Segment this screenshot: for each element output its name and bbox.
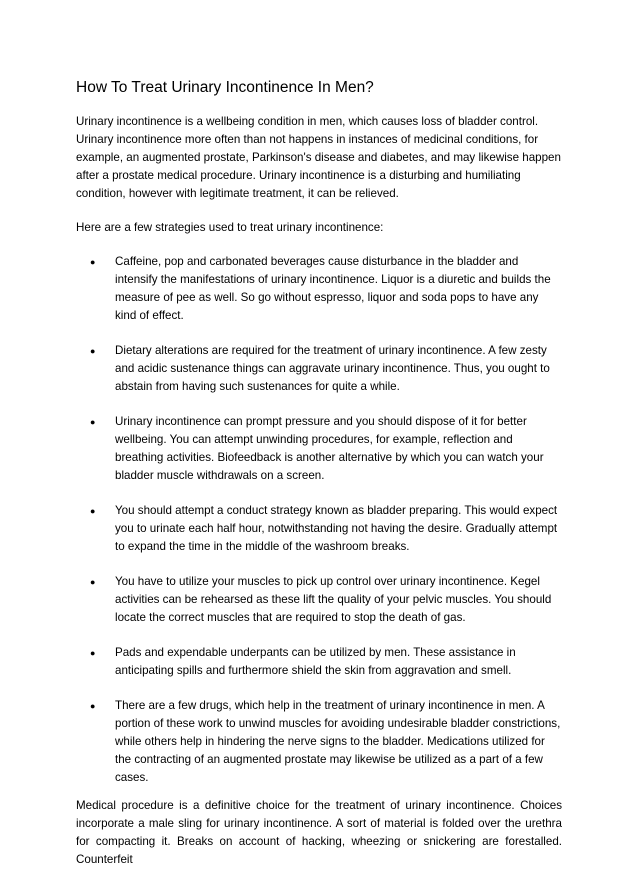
list-item bbox=[76, 573, 562, 627]
list-item-text: Dietary alterations are required for the treatment of urinary incontinence. A few zesty and acidic sustenance things can aggravate urinary incontinence. Thus, you ought to abstain from having such sustenances for quite a while. bbox=[115, 344, 550, 393]
bullet-icon: ● bbox=[90, 417, 96, 427]
list-item bbox=[76, 697, 562, 787]
bullet-icon: ● bbox=[90, 701, 96, 711]
closing-paragraph: Medical procedure is a definitive choice for the treatment of urinary incontinence. Choices incorporate a male sling for urinary incontinence. A sort of material is folded over the urethra for compacting it. Breaks on account of hacking, wheezing or snickering are forestalled. Counterfeit bbox=[76, 799, 562, 866]
list-item-text: You have to utilize your muscles to pick up control over urinary incontinence. Kegel activities can be rehearsed as these lift the quality of your pelvic muscles. You should locate the correct muscles that are required to stop the death of gas. bbox=[115, 575, 552, 624]
list-item-text: Caffeine, pop and carbonated beverages cause disturbance in the bladder and intensify the manifestations of urinary incontinence. Liquor is a diuretic and builds the measure of pee as well. So go without espresso, liquor and soda pops to have any kind of effect. bbox=[115, 255, 551, 322]
bullet-icon: ● bbox=[90, 506, 96, 516]
list-item bbox=[76, 502, 562, 556]
document-page bbox=[76, 78, 562, 885]
list-item bbox=[76, 644, 562, 680]
bullet-icon: ● bbox=[90, 257, 96, 267]
document-title: How To Treat Urinary Incontinence In Men? bbox=[76, 79, 374, 96]
list-item bbox=[76, 253, 562, 325]
list-item-text: Urinary incontinence can prompt pressure and you should dispose of it for better wellbeing. You can attempt unwinding procedures, for example, reflection and breathing activities. Biofeedback is another alternative by which you can watch your bladder muscle withdrawals on a screen. bbox=[115, 415, 544, 482]
list-item-text: You should attempt a conduct strategy known as bladder preparing. This would expect you to urinate each half hour, notwithstanding not having the desire. Gradually attempt to expand the time in the middle of the washroom breaks. bbox=[115, 504, 558, 553]
list-item-text: There are a few drugs, which help in the treatment of urinary incontinence in men. A portion of these work to unwind muscles for avoiding undesirable bladder constrictions, while others help in hindering the nerve signs to the bladder. Medications utilized for the contracting of an augmented prostate may likewise be utilized as a part of a few cases. bbox=[115, 699, 561, 784]
bullet-icon: ● bbox=[90, 577, 96, 587]
list-item-text: Pads and expendable underpants can be utilized by men. These assistance in anticipating spills and furthermore shield the skin from aggravation and smell. bbox=[115, 646, 516, 677]
bullet-icon: ● bbox=[90, 648, 96, 658]
list-item bbox=[76, 342, 562, 396]
strategies-intro-paragraph: Here are a few strategies used to treat urinary incontinence: bbox=[76, 221, 384, 234]
strategies-list bbox=[76, 253, 562, 787]
bullet-icon: ● bbox=[90, 346, 96, 356]
intro-paragraph: Urinary incontinence is a wellbeing condition in men, which causes loss of bladder control. Urinary incontinence more often than not happens in instances of medicinal conditions, for example, an augmented prostate, Parkinson's disease and diabetes, and may likewise happen after a prostate medical procedure. Urinary incontinence is a disturbing and humiliating condition, however with legitimate treatment, it can be relieved. bbox=[76, 115, 561, 200]
list-item bbox=[76, 413, 562, 485]
